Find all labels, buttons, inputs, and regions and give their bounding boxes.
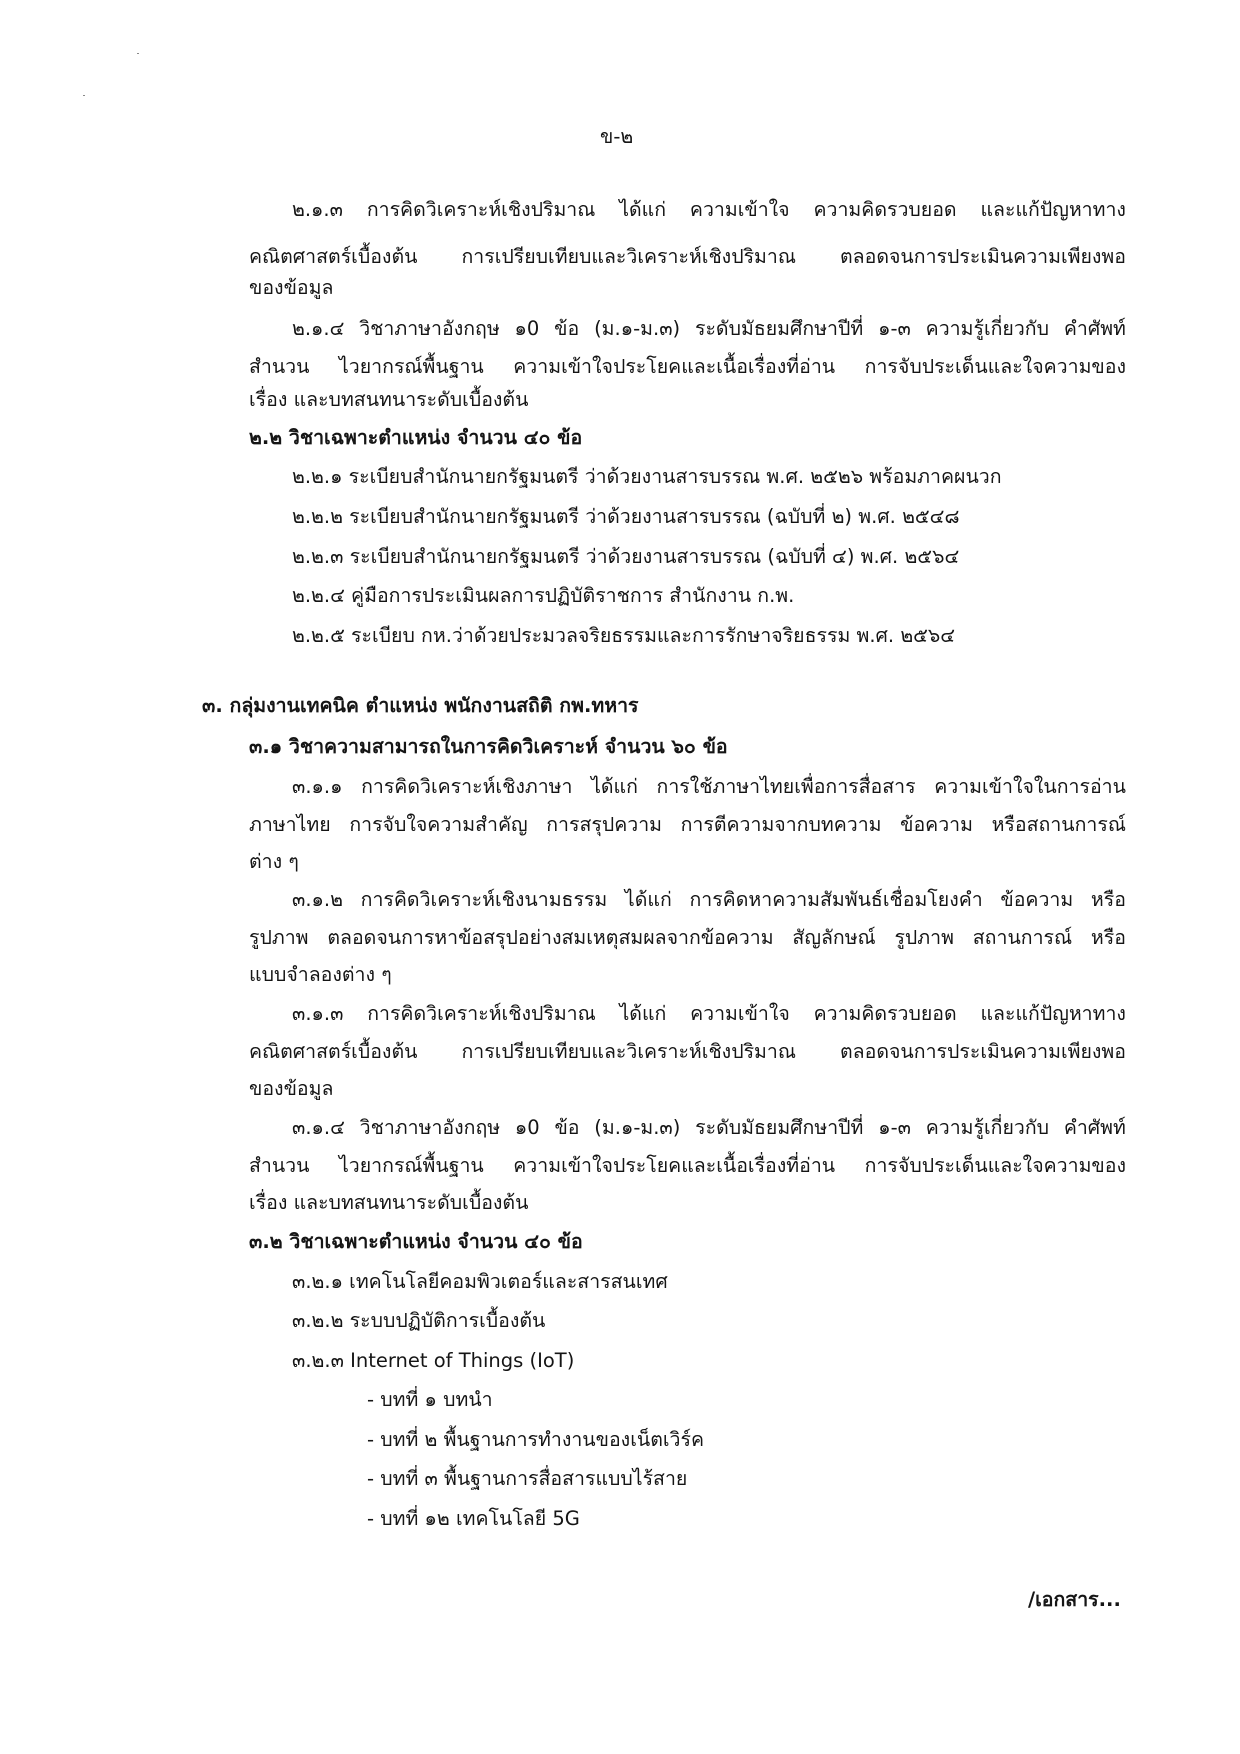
section-heading-2-2: ๒.๒ วิชาเฉพาะตำแหน่ง จำนวน ๔๐ ข้อ — [249, 426, 583, 449]
paragraph-line: ๒.๑.๓ การคิดวิเคราะห์เชิงปริมาณ ได้แก่ ความเข้าใจ ความคิดรวบยอด และแก้ปัญหาทาง — [292, 198, 1126, 221]
chapter-item: - บทที่ ๓ พื้นฐานการสื่อสารแบบไร้สาย — [367, 1467, 688, 1490]
chapter-item: - บทที่ ๑ บทนำ — [367, 1388, 493, 1411]
list-item: ๒.๒.๑ ระเบียบสำนักนายกรัฐมนตรี ว่าด้วยงานสารบรรณ พ.ศ. ๒๕๒๖ พร้อมภาคผนวก — [292, 465, 1002, 488]
paragraph-line: เรื่อง และบทสนทนาระดับเบื้องต้น — [249, 1191, 529, 1214]
paragraph-line: ๒.๑.๔ วิชาภาษาอังกฤษ ๑0 ข้อ (ม.๑-ม.๓) ระดับมัธยมศึกษาปีที่ ๑-๓ ความรู้เกี่ยวกับ คำศัพท์ — [292, 317, 1126, 340]
paragraph-line: ๓.๑.๒ การคิดวิเคราะห์เชิงนามธรรม ได้แก่ การคิดหาความสัมพันธ์เชื่อมโยงคำ ข้อความ หรือ — [292, 888, 1126, 911]
paragraph-line: ๓.๑.๑ การคิดวิเคราะห์เชิงภาษา ได้แก่ การใช้ภาษาไทยเพื่อการสื่อสาร ความเข้าใจในการอ่าน — [292, 775, 1126, 798]
continuation-note: /เอกสาร... — [1028, 1588, 1121, 1611]
paragraph-line: ของข้อมูล — [249, 276, 334, 299]
list-item: ๒.๒.๔ คู่มือการประเมินผลการปฏิบัติราชการ สำนักงาน ก.พ. — [292, 584, 795, 607]
section-heading-3-2: ๓.๒ วิชาเฉพาะตำแหน่ง จำนวน ๔๐ ข้อ — [249, 1230, 583, 1253]
chapter-item: - บทที่ ๑๒ เทคโนโลยี 5G — [367, 1507, 580, 1530]
section-heading-3: ๓. กลุ่มงานเทคนิค ตำแหน่ง พนักงานสถิติ กพ.ทหาร — [202, 694, 639, 717]
list-item: ๒.๒.๕ ระเบียบ กห.ว่าด้วยประมวลจริยธรรมและการรักษาจริยธรรม พ.ศ. ๒๕๖๔ — [292, 624, 956, 647]
paragraph-line: สำนวน ไวยากรณ์พื้นฐาน ความเข้าใจประโยคและเนื้อเรื่องที่อ่าน การจับประเด็นและใจความของ — [249, 355, 1126, 378]
paragraph-line: สำนวน ไวยากรณ์พื้นฐาน ความเข้าใจประโยคและเนื้อเรื่องที่อ่าน การจับประเด็นและใจความของ — [249, 1154, 1126, 1177]
page-number: ข-๒ — [600, 125, 634, 148]
paragraph-line: ของข้อมูล — [249, 1077, 334, 1100]
scan-speck — [137, 53, 139, 54]
list-item: ๓.๒.๒ ระบบปฏิบัติการเบื้องต้น — [292, 1309, 546, 1332]
list-item: ๓.๒.๑ เทคโนโลยีคอมพิวเตอร์และสารสนเทศ — [292, 1270, 668, 1293]
paragraph-line: ๓.๑.๔ วิชาภาษาอังกฤษ ๑0 ข้อ (ม.๑-ม.๓) ระดับมัธยมศึกษาปีที่ ๑-๓ ความรู้เกี่ยวกับ คำศัพท์ — [292, 1116, 1126, 1139]
list-item: ๒.๒.๒ ระเบียบสำนักนายกรัฐมนตรี ว่าด้วยงานสารบรรณ (ฉบับที่ ๒) พ.ศ. ๒๕๔๘ — [292, 505, 960, 528]
section-heading-3-1: ๓.๑ วิชาความสามารถในการคิดวิเคราะห์ จำนวน ๖๐ ข้อ — [249, 735, 728, 758]
paragraph-line: คณิตศาสตร์เบื้องต้น การเปรียบเทียบและวิเคราะห์เชิงปริมาณ ตลอดจนการประเมินความเพียงพอ — [249, 245, 1126, 268]
paragraph-line: แบบจำลองต่าง ๆ — [249, 963, 392, 986]
paragraph-line: เรื่อง และบทสนทนาระดับเบื้องต้น — [249, 388, 529, 411]
paragraph-line: ต่าง ๆ — [249, 850, 299, 873]
paragraph-line: รูปภาพ ตลอดจนการหาข้อสรุปอย่างสมเหตุสมผลจากข้อความ สัญลักษณ์ รูปภาพ สถานการณ์ หรือ — [249, 926, 1126, 949]
chapter-item: - บทที่ ๒ พื้นฐานการทำงานของเน็ตเวิร์ค — [367, 1428, 704, 1451]
list-item: ๓.๒.๓ Internet of Things (IoT) — [292, 1349, 575, 1372]
paragraph-line: คณิตศาสตร์เบื้องต้น การเปรียบเทียบและวิเคราะห์เชิงปริมาณ ตลอดจนการประเมินความเพียงพอ — [249, 1040, 1126, 1063]
scan-speck — [83, 95, 85, 96]
paragraph-line: ภาษาไทย การจับใจความสำคัญ การสรุปความ การตีความจากบทความ ข้อความ หรือสถานการณ์ — [249, 813, 1126, 836]
paragraph-line: ๓.๑.๓ การคิดวิเคราะห์เชิงปริมาณ ได้แก่ ความเข้าใจ ความคิดรวบยอด และแก้ปัญหาทาง — [292, 1002, 1126, 1025]
list-item: ๒.๒.๓ ระเบียบสำนักนายกรัฐมนตรี ว่าด้วยงานสารบรรณ (ฉบับที่ ๔) พ.ศ. ๒๕๖๔ — [292, 545, 960, 568]
